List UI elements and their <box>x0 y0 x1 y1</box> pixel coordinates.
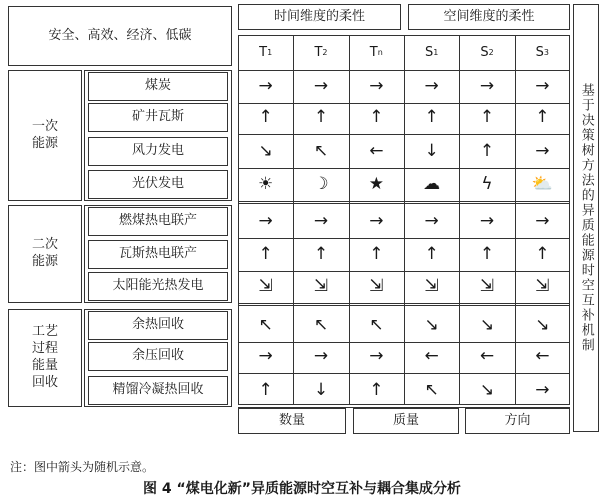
cell-symbol: ⇲ <box>479 276 495 296</box>
cell-symbol: ↑ <box>369 380 384 400</box>
row-label: 燃煤热电联产 <box>118 213 197 229</box>
cell-symbol: ⇲ <box>424 276 439 296</box>
cell-symbol: ← <box>369 141 384 161</box>
cell-symbol: ⛅ <box>531 174 553 194</box>
header-space-label: 空间维度的柔性 <box>443 8 535 24</box>
cell-symbol: → <box>369 211 384 231</box>
row-label-box <box>88 342 228 371</box>
cell-symbol: ↑ <box>258 380 273 400</box>
column-header-t1 <box>238 35 293 70</box>
header-time-label: 时间维度的柔性 <box>273 8 365 24</box>
cell-symbol: ↑ <box>258 244 273 264</box>
column-header-tn <box>349 35 404 70</box>
column-header-subscript: 3 <box>543 48 549 57</box>
row-label-box <box>88 72 228 101</box>
figure-note: 注：图中箭头为随机示意。 <box>10 460 155 474</box>
figure-caption: 图 4 “煤电化新”异质能源时空互补与耦合集成分析 <box>143 481 461 497</box>
row-divider <box>238 373 570 374</box>
cell-symbol: ↘ <box>535 315 550 335</box>
cell-symbol: → <box>424 76 439 96</box>
cell-symbol: ↑ <box>424 107 439 127</box>
row-label-box <box>88 137 228 166</box>
row-divider <box>238 238 570 239</box>
cell-symbol: ↑ <box>479 107 495 127</box>
column-header-base: S <box>535 45 544 60</box>
group-process-recovery-box <box>8 309 82 407</box>
group-secondary-energy-box <box>8 205 82 303</box>
column-header-t2 <box>293 35 348 70</box>
cell-symbol: ☽ <box>313 174 329 194</box>
column-header-subscript: 1 <box>433 48 439 57</box>
cell-symbol: → <box>313 76 329 96</box>
cell-symbol: → <box>479 76 495 96</box>
row-label-box <box>88 376 228 405</box>
footer-quantity-box <box>238 408 346 434</box>
cell-symbol: ← <box>424 346 439 366</box>
cell-symbol: ↓ <box>313 380 329 400</box>
row-label-box <box>88 311 228 340</box>
header-time-box <box>238 4 401 30</box>
column-header-subscript: 2 <box>488 48 494 57</box>
cell-symbol: ⇲ <box>313 276 329 296</box>
cell-symbol: → <box>369 346 384 366</box>
row-divider <box>238 168 570 169</box>
cell-symbol: ☁ <box>423 174 441 194</box>
cell-symbol: → <box>424 211 439 231</box>
cell-symbol: ↓ <box>424 141 439 161</box>
group-primary-energy-box <box>8 70 82 201</box>
cell-symbol: ↑ <box>479 244 495 264</box>
column-header-s2 <box>459 35 514 70</box>
column-header-base: T <box>314 45 323 60</box>
group-secondary-energy-label: 二次 能源 <box>31 237 58 269</box>
cell-symbol: → <box>258 211 273 231</box>
cell-symbol: ↑ <box>258 107 273 127</box>
row-label: 矿井瓦斯 <box>131 109 184 125</box>
header-space-box <box>408 4 570 30</box>
cell-symbol: → <box>535 380 550 400</box>
footer-direction-label: 方向 <box>504 412 531 428</box>
cell-symbol: ↖ <box>424 380 439 400</box>
cell-symbol: → <box>258 76 273 96</box>
row-divider <box>238 303 570 304</box>
group-divider <box>238 203 570 204</box>
cell-symbol: ↖ <box>369 315 384 335</box>
row-label-box <box>88 240 228 269</box>
cell-symbol: ↖ <box>258 315 273 335</box>
cell-symbol: ↑ <box>369 244 384 264</box>
cell-symbol: ↑ <box>479 141 495 161</box>
side-label-text: 基于决策树方法的异质能源时空互补机制 <box>578 83 594 353</box>
goal-box <box>8 6 232 66</box>
cell-symbol: → <box>258 346 273 366</box>
cell-symbol: ↘ <box>258 141 273 161</box>
cell-symbol: ★ <box>368 174 384 194</box>
column-header-base: S <box>424 45 434 60</box>
cell-symbol: → <box>369 76 384 96</box>
footer-direction-box <box>465 408 570 434</box>
row-label: 太阳能光热发电 <box>112 278 204 294</box>
footer-quality-label: 质量 <box>392 412 419 428</box>
footer-quantity-label: 数量 <box>278 412 305 428</box>
cell-symbol: ↘ <box>479 380 495 400</box>
cell-symbol: ↖ <box>313 141 329 161</box>
row-label-box <box>88 207 228 236</box>
cell-symbol: ⇲ <box>369 276 384 296</box>
row-label: 光伏发电 <box>131 176 184 192</box>
row-label-box <box>88 170 228 199</box>
cell-symbol: ↑ <box>369 107 384 127</box>
cell-symbol: ← <box>535 346 550 366</box>
group-process-recovery-label: 工艺 过程 能量 回收 <box>31 324 58 390</box>
cell-symbol: ↑ <box>313 244 329 264</box>
row-label: 风力发电 <box>131 143 184 159</box>
row-label: 瓦斯热电联产 <box>118 246 197 262</box>
cell-symbol: → <box>535 141 550 161</box>
row-label: 煤炭 <box>144 78 171 94</box>
row-label: 余热回收 <box>131 317 184 333</box>
cell-symbol: ↑ <box>535 107 550 127</box>
row-label-box <box>88 272 228 301</box>
cell-symbol: → <box>313 211 329 231</box>
cell-symbol: ↑ <box>424 244 439 264</box>
cell-symbol: ← <box>479 346 495 366</box>
column-header-subscript: 2 <box>322 48 328 57</box>
cell-symbol: ↑ <box>313 107 329 127</box>
side-label <box>573 4 599 432</box>
column-header-s1 <box>404 35 459 70</box>
cell-symbol: → <box>535 211 550 231</box>
row-divider <box>238 134 570 135</box>
row-label-box <box>88 103 228 132</box>
column-header-subscript: 1 <box>267 48 273 57</box>
footer-quality-box <box>353 408 459 434</box>
column-header-base: T <box>369 45 378 60</box>
goal-label: 安全、高效、经济、低碳 <box>48 27 192 43</box>
row-label: 余压回收 <box>131 348 184 364</box>
cell-symbol: ↘ <box>479 315 495 335</box>
column-header-subscript: n <box>377 48 383 57</box>
column-header-base: T <box>259 45 268 60</box>
cell-symbol: ☀ <box>258 174 274 194</box>
group-divider <box>238 305 570 306</box>
row-divider <box>238 201 570 202</box>
cell-symbol: → <box>535 76 550 96</box>
column-header-base: S <box>480 45 489 60</box>
cell-symbol: ⇲ <box>535 276 550 296</box>
cell-symbol: ⇲ <box>258 276 273 296</box>
cell-symbol: → <box>479 211 495 231</box>
cell-symbol: ↖ <box>313 315 329 335</box>
group-primary-energy-label: 一次 能源 <box>31 118 58 151</box>
cell-symbol: → <box>313 346 329 366</box>
row-label: 精馏冷凝热回收 <box>112 382 204 398</box>
column-header-s3 <box>515 35 570 70</box>
cell-symbol: ↘ <box>424 315 439 335</box>
cell-symbol: ↑ <box>535 244 550 264</box>
cell-symbol: ϟ <box>481 174 493 194</box>
